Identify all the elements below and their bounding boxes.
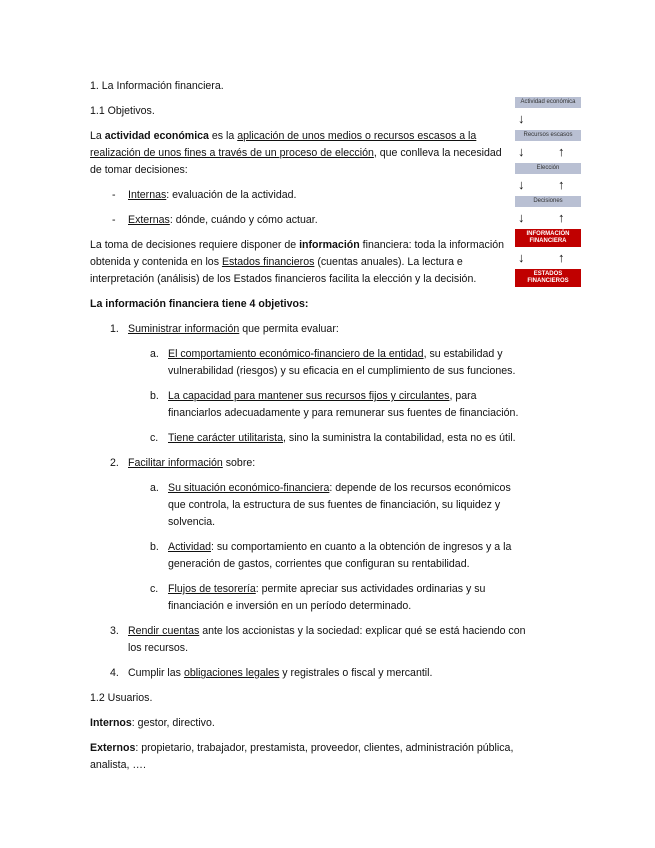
text-run: La toma de decisiones requiere disponer de (90, 239, 300, 251)
diagram-box: Recursos escasos (515, 130, 581, 141)
text-run: es la (208, 130, 238, 142)
list-item (90, 187, 530, 204)
list-item (90, 581, 530, 615)
underlined-text: obligaciones legales (183, 667, 280, 679)
list-item (90, 665, 530, 682)
underlined-text: Estados financieros (221, 256, 315, 268)
list-marker: a. (150, 482, 159, 494)
diagram-arrows (515, 141, 581, 163)
list-item (90, 388, 530, 422)
underlined-text: Suministrar información (128, 323, 240, 335)
list-item (90, 321, 530, 338)
text-run: , para financiarlos adecuadamente y para remunerar sus fuentes de financiación. (168, 390, 519, 419)
list-marker: 3. (110, 625, 119, 637)
bold-text: información (299, 239, 360, 251)
text-run: y registrales o fiscal y mercantil. (279, 667, 433, 679)
paragraph (90, 78, 530, 95)
text-run: que permita evaluar: (239, 323, 339, 335)
bold-text: Internos (90, 717, 132, 729)
list-item (90, 455, 530, 472)
underlined-text: Actividad (168, 541, 211, 553)
underlined-text: Externas (128, 214, 170, 226)
underlined-text: Tiene carácter utilitarista (168, 432, 284, 444)
arrow-up-icon: ↑ (558, 177, 565, 192)
list-item (90, 539, 530, 573)
list-marker: 1. (110, 323, 119, 335)
list-marker: c. (150, 583, 159, 595)
paragraph (90, 690, 530, 707)
diagram-arrows (515, 174, 581, 196)
list-marker: 2. (110, 457, 119, 469)
bold-text: actividad económica (104, 130, 209, 142)
list-marker: 4. (110, 667, 119, 679)
paragraph (90, 237, 510, 288)
underlined-text: La capacidad para mantener sus recursos fijos y circulantes (168, 390, 450, 402)
list-marker: b. (150, 390, 159, 402)
text-run: La (90, 130, 105, 142)
paragraph (90, 296, 530, 313)
list-marker: a. (150, 348, 159, 360)
paragraph (90, 740, 530, 774)
arrow-down-icon: ↓ (518, 111, 525, 126)
text-run: financiera: toda la información obtenida y contenida en los (90, 239, 504, 268)
underlined-text: Rendir cuentas (128, 625, 200, 637)
list-marker: c. (150, 432, 159, 444)
diagram-box: INFORMACIÓN FINANCIERA (515, 229, 581, 247)
underlined-text: Facilitar información (128, 457, 223, 469)
arrow-up-icon: ↑ (558, 210, 565, 225)
diagram-arrows (515, 247, 581, 269)
text-run: 1.1 Objetivos. (90, 105, 155, 117)
text-run: : permite apreciar sus actividades ordinarias y su financiación e inversión en un período determinado. (168, 583, 486, 612)
list-item (90, 430, 530, 447)
bold-text: Externos (90, 742, 136, 754)
text-run: sobre: (222, 457, 256, 469)
text-run: , que conlleva la necesidad de tomar decisiones: (90, 147, 502, 176)
text-run: , sino la suministra la contabilidad, esta no es útil. (283, 432, 516, 444)
list-item (90, 212, 530, 229)
arrow-down-icon: ↓ (518, 177, 525, 192)
text-run: : gestor, directivo. (131, 717, 215, 729)
text-run: 1.2 Usuarios. (90, 692, 153, 704)
text-run: ante los accionistas y la sociedad: explicar qué se está haciendo con los recursos. (128, 625, 526, 654)
diagram-arrows (515, 207, 581, 229)
list-marker: - (112, 189, 116, 201)
underlined-text: Su situación económico-financiera (168, 482, 330, 494)
text-run: (cuentas anuales). La lectura e interpretación (análisis) de los Estados financieros facilita la elección y la decisión. (90, 256, 477, 285)
paragraph (90, 715, 530, 732)
list-marker: b. (150, 541, 159, 553)
text-run: : propietario, trabajador, prestamista, proveedor, clientes, administración pública, analista, …. (90, 742, 514, 771)
financial-info-diagram (515, 97, 581, 287)
arrow-down-icon: ↓ (518, 210, 525, 225)
list-marker: - (112, 214, 116, 226)
diagram-arrows (515, 108, 581, 130)
arrow-down-icon: ↓ (518, 144, 525, 159)
list-item (90, 623, 530, 657)
diagram-box: Actividad económica (515, 97, 581, 108)
underlined-text: El comportamiento económico-financiero de la entidad (168, 348, 424, 360)
text-run: : evaluación de la actividad. (166, 189, 297, 201)
underlined-text: Flujos de tesorería (168, 583, 256, 595)
document-body (90, 78, 530, 782)
text-run: : depende de los recursos económicos que controla, la estructura de sus fuentes de financiación, su liquidez y solvencia. (168, 482, 511, 528)
list-item (90, 346, 530, 380)
underlined-text: aplicación de unos medios o recursos escasos a la realización de unos fines a través de un proceso de elección (90, 130, 477, 159)
arrow-down-icon: ↓ (518, 250, 525, 265)
underlined-text: Internas (128, 189, 167, 201)
diagram-box: Elección (515, 163, 581, 174)
diagram-box: Decisiones (515, 196, 581, 207)
text-run: : su comportamiento en cuanto a la obtención de ingresos y a la generación de gastos, corrientes que configuran su rentabilidad. (168, 541, 512, 570)
arrow-up-icon: ↑ (558, 144, 565, 159)
text-run: Cumplir las (128, 667, 184, 679)
text-run: : dónde, cuándo y cómo actuar. (169, 214, 318, 226)
diagram-box: ESTADOS FINANCIEROS (515, 269, 581, 287)
text-run: , su estabilidad y vulnerabilidad (riesgos) y su eficacia en el cumplimiento de sus funciones. (168, 348, 516, 377)
bold-text: La información financiera tiene 4 objetivos: (90, 298, 309, 310)
list-item (90, 480, 530, 531)
paragraph (90, 128, 510, 179)
paragraph (90, 103, 530, 120)
text-run: 1. La Información financiera. (90, 80, 224, 92)
arrow-up-icon: ↑ (558, 250, 565, 265)
